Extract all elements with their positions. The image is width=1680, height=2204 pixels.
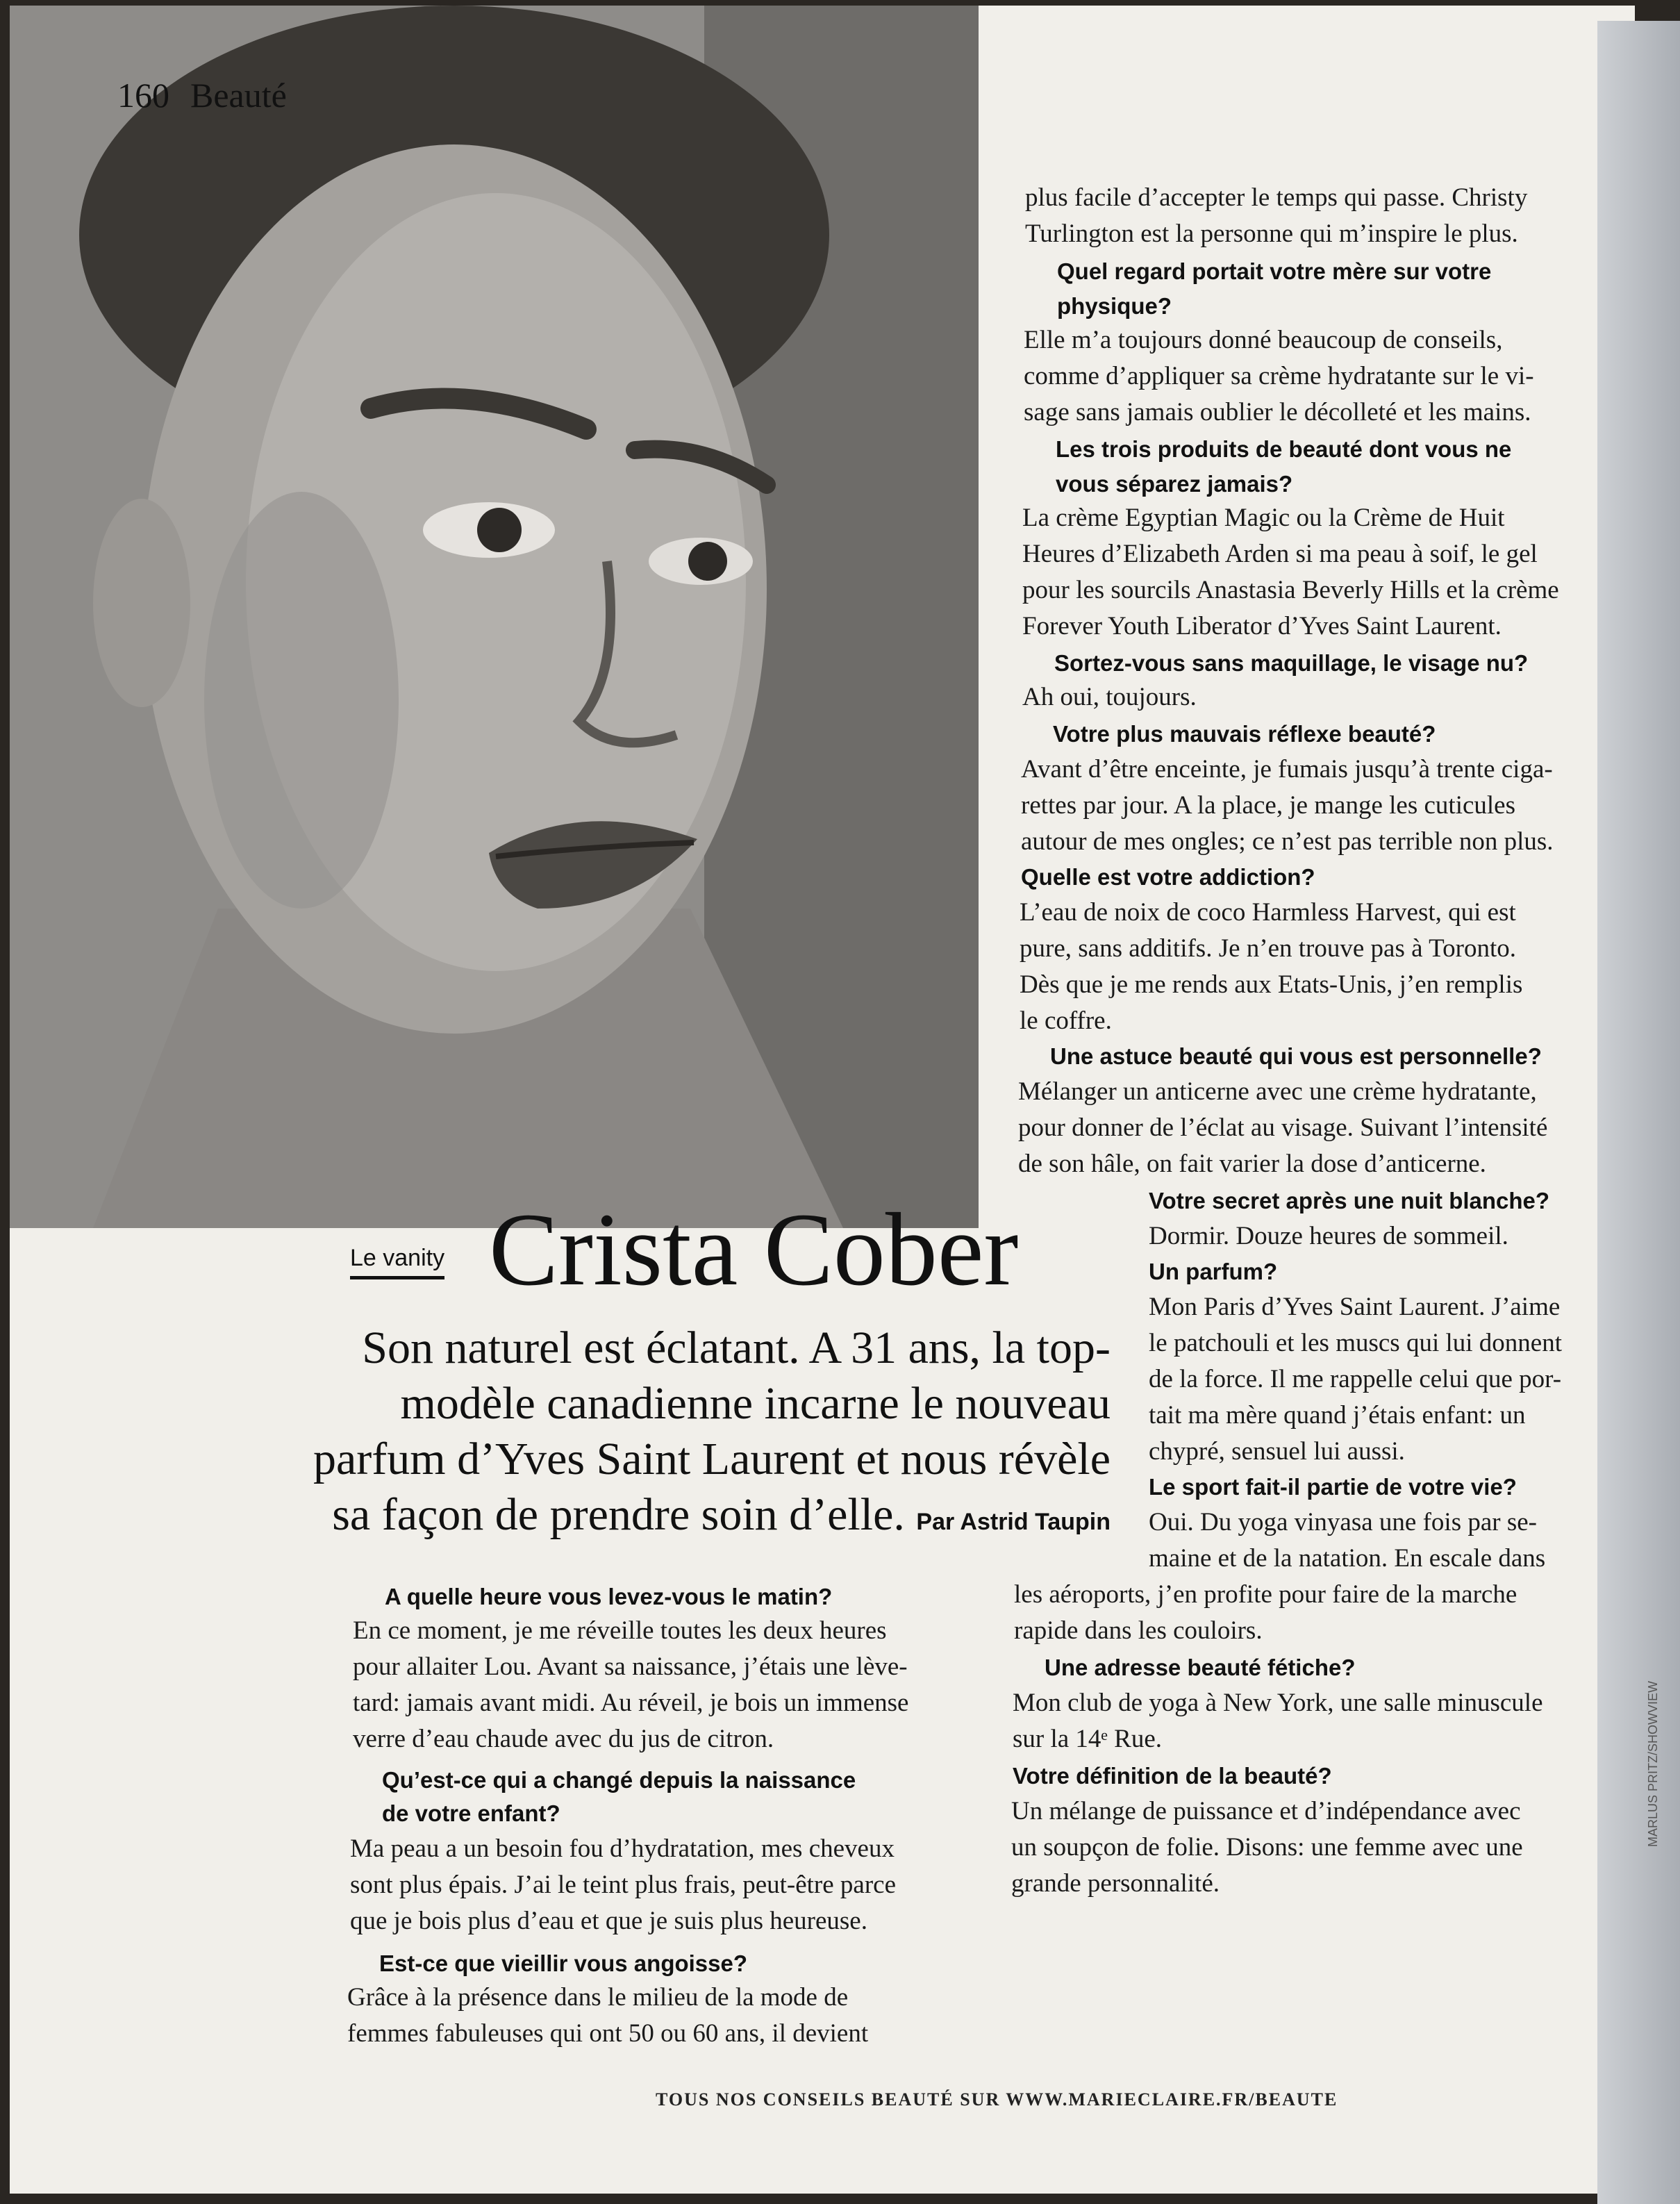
answer-11-line-3: de la force. Il me rappelle celui que por- [1149, 1365, 1562, 1393]
answer-11-line-4: tait ma mère quand j’étais enfant: un [1149, 1401, 1526, 1430]
answer-1-line-3: tard: jamais avant midi. Au réveil, je bois un immense [353, 1689, 909, 1717]
answer-12-line-3: les aéroports, j’en profite pour faire de la marche [1014, 1580, 1517, 1609]
answer-5-line-3: pour les sourcils Anastasia Beverly Hills et la crème [1022, 576, 1559, 604]
kicker-label: Le vanity [350, 1245, 444, 1279]
answer-2-line-3: que je bois plus d’eau et que je suis plus heureuse. [350, 1907, 867, 1935]
answer-7-line-1: Avant d’être enceinte, je fumais jusqu’à trente ciga- [1021, 755, 1553, 784]
portrait-illustration [10, 6, 979, 1228]
answer-5-line-1: La crème Egyptian Magic ou la Crème de Huit [1022, 504, 1505, 532]
answer-14-line-1: Un mélange de puissance et d’indépendance avec [1011, 1797, 1521, 1825]
answer-1-line-4: verre d’eau chaude avec du jus de citron. [353, 1725, 774, 1753]
portrait-photo [10, 6, 979, 1228]
section-name: Beauté [190, 76, 287, 115]
question-13: Une adresse beauté fétiche? [1045, 1655, 1356, 1680]
deck-line-2: modèle canadienne incarne le nouveau [400, 1378, 1111, 1429]
answer-12-line-2: maine et de la natation. En escale dans [1149, 1544, 1546, 1573]
answer-7-line-3: autour de mes ongles; ce n’est pas terrible non plus. [1021, 827, 1554, 856]
answer-9-line-3: de son hâle, on fait varier la dose d’anticerne. [1018, 1150, 1486, 1178]
answer-10: Dormir. Douze heures de sommeil. [1149, 1222, 1508, 1250]
question-14: Votre définition de la beauté? [1013, 1763, 1332, 1789]
answer-5-line-2: Heures d’Elizabeth Arden si ma peau à soif, le gel [1022, 540, 1538, 568]
answer-3-cont-line-1: plus facile d’accepter le temps qui passe. Christy [1025, 183, 1528, 212]
deck-line-1: Son naturel est éclatant. A 31 ans, la top- [362, 1323, 1111, 1373]
answer-11-line-1: Mon Paris d’Yves Saint Laurent. J’aime [1149, 1293, 1561, 1321]
answer-1-line-1: En ce moment, je me réveille toutes les deux heures [353, 1616, 887, 1645]
answer-4-line-2: comme d’appliquer sa crème hydratante sur le vi- [1024, 362, 1534, 390]
question-3: Est-ce que vieillir vous angoisse? [379, 1950, 748, 1976]
answer-8-line-4: le coffre. [1020, 1006, 1112, 1035]
answer-12-line-4: rapide dans les couloirs. [1014, 1616, 1263, 1645]
question-5-line-2: vous séparez jamais? [1056, 471, 1293, 497]
byline: Par Astrid Taupin [916, 1509, 1111, 1535]
answer-6: Ah oui, toujours. [1022, 683, 1197, 711]
folio [117, 75, 287, 115]
answer-2-line-1: Ma peau a un besoin fou d’hydratation, mes cheveux [350, 1834, 895, 1863]
answer-2-line-2: sont plus épais. J’ai le teint plus frais, peut-être parce [350, 1871, 896, 1899]
answer-8-line-1: L’eau de noix de coco Harmless Harvest, qui est [1020, 898, 1516, 927]
photo-credit: MARLUS PRITZ/SHOWVIEW [1646, 1681, 1660, 1848]
answer-12-line-1: Oui. Du yoga vinyasa une fois par se- [1149, 1508, 1537, 1536]
answer-11-line-5: chypré, sensuel lui aussi. [1149, 1437, 1405, 1466]
answer-4-line-1: Elle m’a toujours donné beaucoup de conseils, [1024, 326, 1503, 354]
deck-line-4-text: sa façon de prendre soin d’elle. [332, 1489, 905, 1540]
answer-13-line-1: Mon club de yoga à New York, une salle minuscule [1013, 1689, 1543, 1717]
question-8: Quelle est votre addiction? [1021, 864, 1315, 890]
answer-7-line-2: rettes par jour. A la place, je mange les cuticules [1021, 791, 1515, 820]
answer-3-line-2: femmes fabuleuses qui ont 50 ou 60 ans, il devient [347, 2019, 869, 2048]
question-12: Le sport fait-il partie de votre vie? [1149, 1474, 1517, 1500]
article-title: Crista Cober [489, 1192, 1019, 1307]
deck-line-4 [332, 1489, 1111, 1541]
magazine-page [10, 6, 1635, 2194]
question-2-line-1: Qu’est-ce qui a changé depuis la naissance [382, 1767, 856, 1793]
answer-8-line-3: Dès que je me rends aux Etats-Unis, j’en remplis [1020, 970, 1523, 999]
answer-5-line-4: Forever Youth Liberator d’Yves Saint Laurent. [1022, 612, 1502, 640]
next-page-edge [1597, 21, 1680, 2204]
answer-3-cont-line-2: Turlington est la personne qui m’inspire le plus. [1025, 219, 1518, 248]
answer-4-line-3: sage sans jamais oublier le décolleté et les mains. [1024, 398, 1531, 426]
question-7: Votre plus mauvais réflexe beauté? [1053, 721, 1436, 747]
answer-14-line-3: grande personnalité. [1011, 1869, 1220, 1898]
question-10: Votre secret après une nuit blanche? [1149, 1188, 1550, 1213]
answer-11-line-2: le patchouli et les muscs qui lui donnent [1149, 1329, 1562, 1357]
question-5-line-1: Les trois produits de beauté dont vous ne [1056, 436, 1512, 462]
answer-8-line-2: pure, sans additifs. Je n’en trouve pas à Toronto. [1020, 934, 1516, 963]
question-11: Un parfum? [1149, 1259, 1278, 1284]
question-4-line-2: physique? [1057, 293, 1172, 319]
answer-1-line-2: pour allaiter Lou. Avant sa naissance, j’étais une lève- [353, 1652, 908, 1681]
page-number: 160 [117, 76, 169, 115]
question-9: Une astuce beauté qui vous est personnelle? [1050, 1043, 1542, 1069]
question-4-line-1: Quel regard portait votre mère sur votre [1057, 258, 1492, 284]
question-6: Sortez-vous sans maquillage, le visage nu? [1054, 650, 1529, 676]
answer-13-line-2: sur la 14ᵉ Rue. [1013, 1725, 1163, 1753]
answer-9-line-2: pour donner de l’éclat au visage. Suivant l’intensité [1018, 1113, 1548, 1142]
answer-3-line-1: Grâce à la présence dans le milieu de la mode de [347, 1983, 849, 2012]
footer-url: TOUS NOS CONSEILS BEAUTÉ SUR WWW.MARIECLAIRE.FR/BEAUTE [656, 2089, 1338, 2110]
question-2-line-2: de votre enfant? [382, 1800, 560, 1826]
answer-14-line-2: un soupçon de folie. Disons: une femme avec une [1011, 1833, 1523, 1862]
deck-line-3: parfum d’Yves Saint Laurent et nous révèle [313, 1434, 1111, 1484]
answer-9-line-1: Mélanger un anticerne avec une crème hydratante, [1018, 1077, 1537, 1106]
question-1: A quelle heure vous levez-vous le matin? [385, 1584, 833, 1609]
